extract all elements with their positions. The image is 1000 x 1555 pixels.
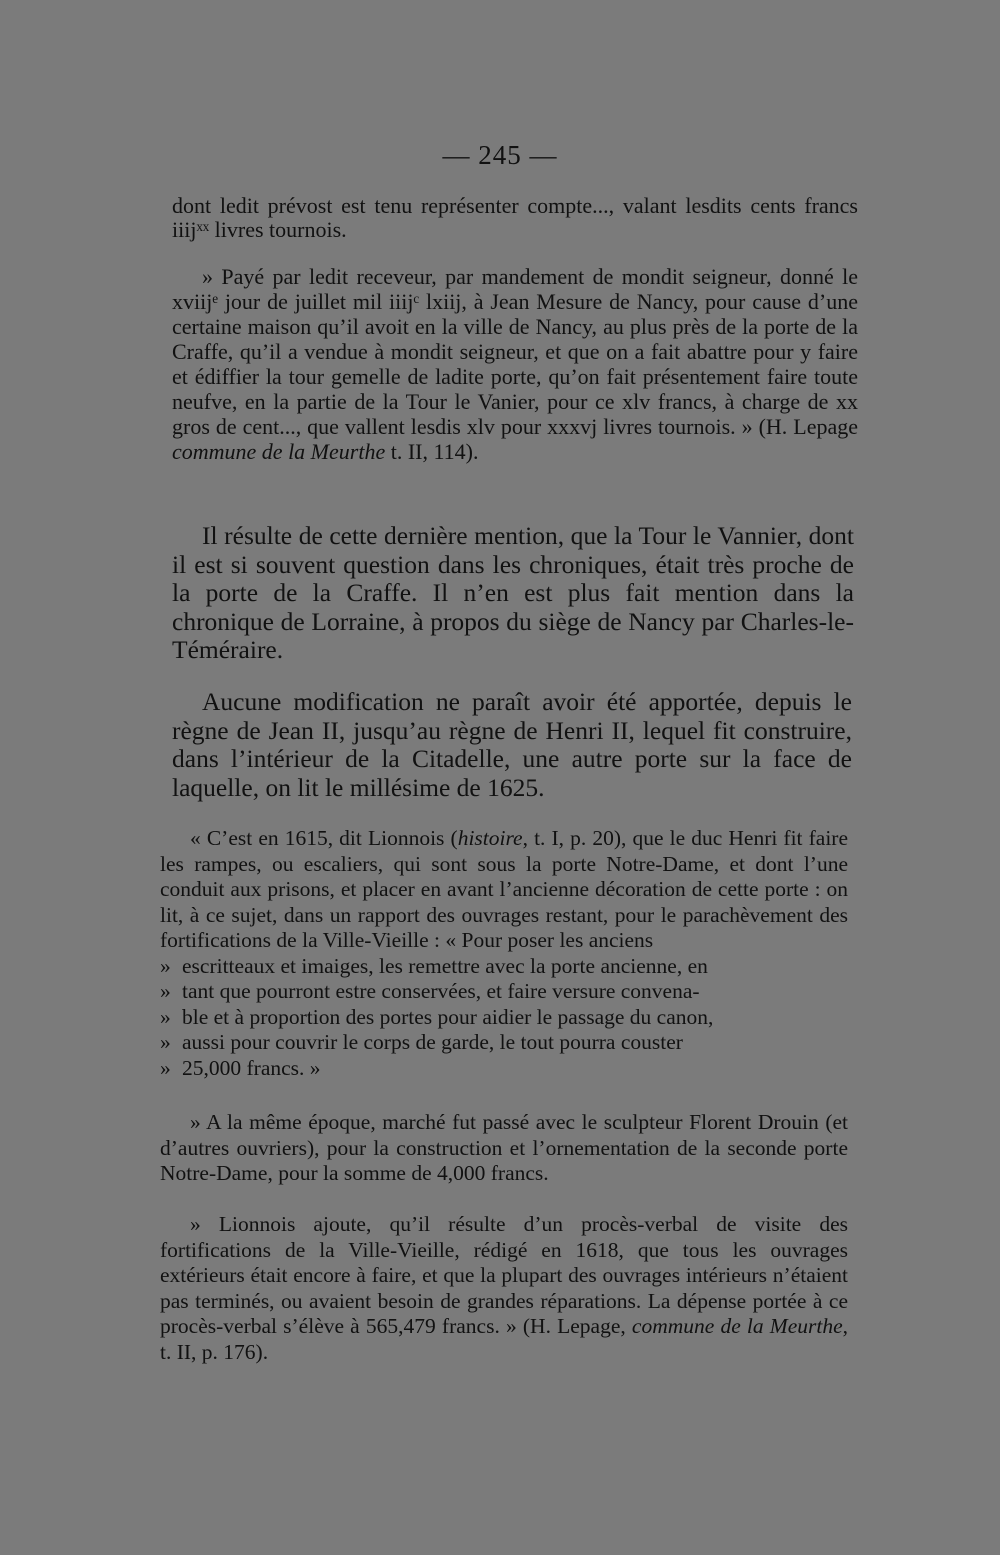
quote-line: » aussi pour couvrir le corps de garde, le tout pourra couster — [160, 1030, 683, 1054]
paragraph-text: « C’est en 1615, dit Lionnois ( — [190, 826, 458, 850]
quote-mark: » — [160, 1004, 171, 1029]
citation-reference: , t. II, p. 176). — [160, 1314, 848, 1364]
paragraph-tour-vannier — [172, 522, 854, 665]
quote-mark: » — [160, 979, 171, 1003]
paragraph-drouin — [160, 1110, 848, 1187]
quoted-lines — [160, 954, 848, 1082]
italic-citation: commune de la Meurthe — [631, 1314, 843, 1338]
citation-reference: t. II, 114). — [385, 439, 479, 464]
italic-citation: histoire — [457, 826, 523, 850]
quote-line: » 25,000 francs. » — [160, 1055, 321, 1080]
paragraph-proces-verbal — [160, 1212, 848, 1365]
quote-mark: » — [160, 1030, 171, 1054]
paragraph-text: Il résulte de cette dernière mention, que la Tour le Vannier, dont il est si souvent question dans les chroniques, était très proche de la porte de la Craffe. Il n’en est plus fait mention dans la chronique de Lorraine, à propos du siège de Nancy par Charles-le-Téméraire. — [172, 521, 854, 664]
paragraph-text: Aucune modification ne paraît avoir été apportée, depuis le règne de Jean II, jusqu’au règne de Henri II, lequel fit construire, dans l’intérieur de la Citadelle, une autre porte sur la face de laquelle, on lit le millésime de 1625. — [172, 687, 852, 802]
paragraph-text: dont ledit prévost est tenu représenter compte..., valant lesdits cents francs iiijˣˣ livres tournois. — [172, 193, 858, 242]
paragraph-quote-payment — [172, 264, 858, 464]
paragraph-text: » Payé par ledit receveur, par mandement de mondit seigneur, donné le xviijᵉ jour de juillet mil iiijᶜ lxiij, à Jean Mesure de Nancy, pour cause d’une certaine maison qu’il avoit en la ville de Nancy, au plus près de la porte de la Craffe, qu’il a vendue à mondit seigneur, et que on a fait abattre pour y faire et édiffier la tour gemelle de ladite porte, qu’on fait présentement faire toute neufve, en la partie de la Tour le Vanier, pour ce xlv francs, à charge de xx gros de cent..., que vallent lesdis xlv pour xxxvj livres tournois. » (H. Lepage — [172, 264, 858, 439]
quote-mark: » — [160, 953, 171, 978]
paragraph-continuation — [172, 194, 858, 242]
paragraph-modification — [172, 688, 852, 802]
quote-line: » escritteaux et imaiges, les remettre avec la porte ancienne, en — [160, 953, 708, 978]
quote-mark: » — [160, 1055, 171, 1080]
paragraph-lionnois-quote — [160, 826, 848, 1081]
quote-line: » ble et à proportion des portes pour aidier le passage du canon, — [160, 1004, 714, 1029]
quote-line: » tant que pourront estre conservées, et faire versure convena- — [160, 979, 700, 1003]
paragraph-text: » A la même époque, marché fut passé avec le sculpteur Florent Drouin (et d’autres ouvriers), pour la construction et l’ornementation de la seconde porte Notre-Dame, pour la somme de 4,000 francs. — [160, 1110, 848, 1185]
paragraph-text: , t. I, p. 20), que le duc Henri fit faire les rampes, ou escaliers, qui sont sous la porte Notre-Dame, et dont l’une conduit aux prisons, et placer en avant l’ancienne décoration de cette porte : on lit, à ce sujet, dans un rapport des ouvrages restant, pour le parachèvement des fortifications de la Ville-Vieille : « Pour poser les anciens — [160, 826, 848, 952]
italic-citation: commune de la Meurthe — [172, 439, 386, 464]
paragraph-text: » Lionnois ajoute, qu’il résulte d’un procès-verbal de visite des fortifications de la Ville-Vieille, rédigé en 1618, que tous les ouvrages extérieurs était encore à faire, et que la plupart des ouvrages intérieurs n’étaient pas terminés, ou avaient besoin de grandes réparations. La dépense portée à ce procès-verbal s’élève à 565,479 francs. » (H. Lepage, — [160, 1212, 848, 1338]
page-number: — 245 — — [442, 140, 558, 170]
